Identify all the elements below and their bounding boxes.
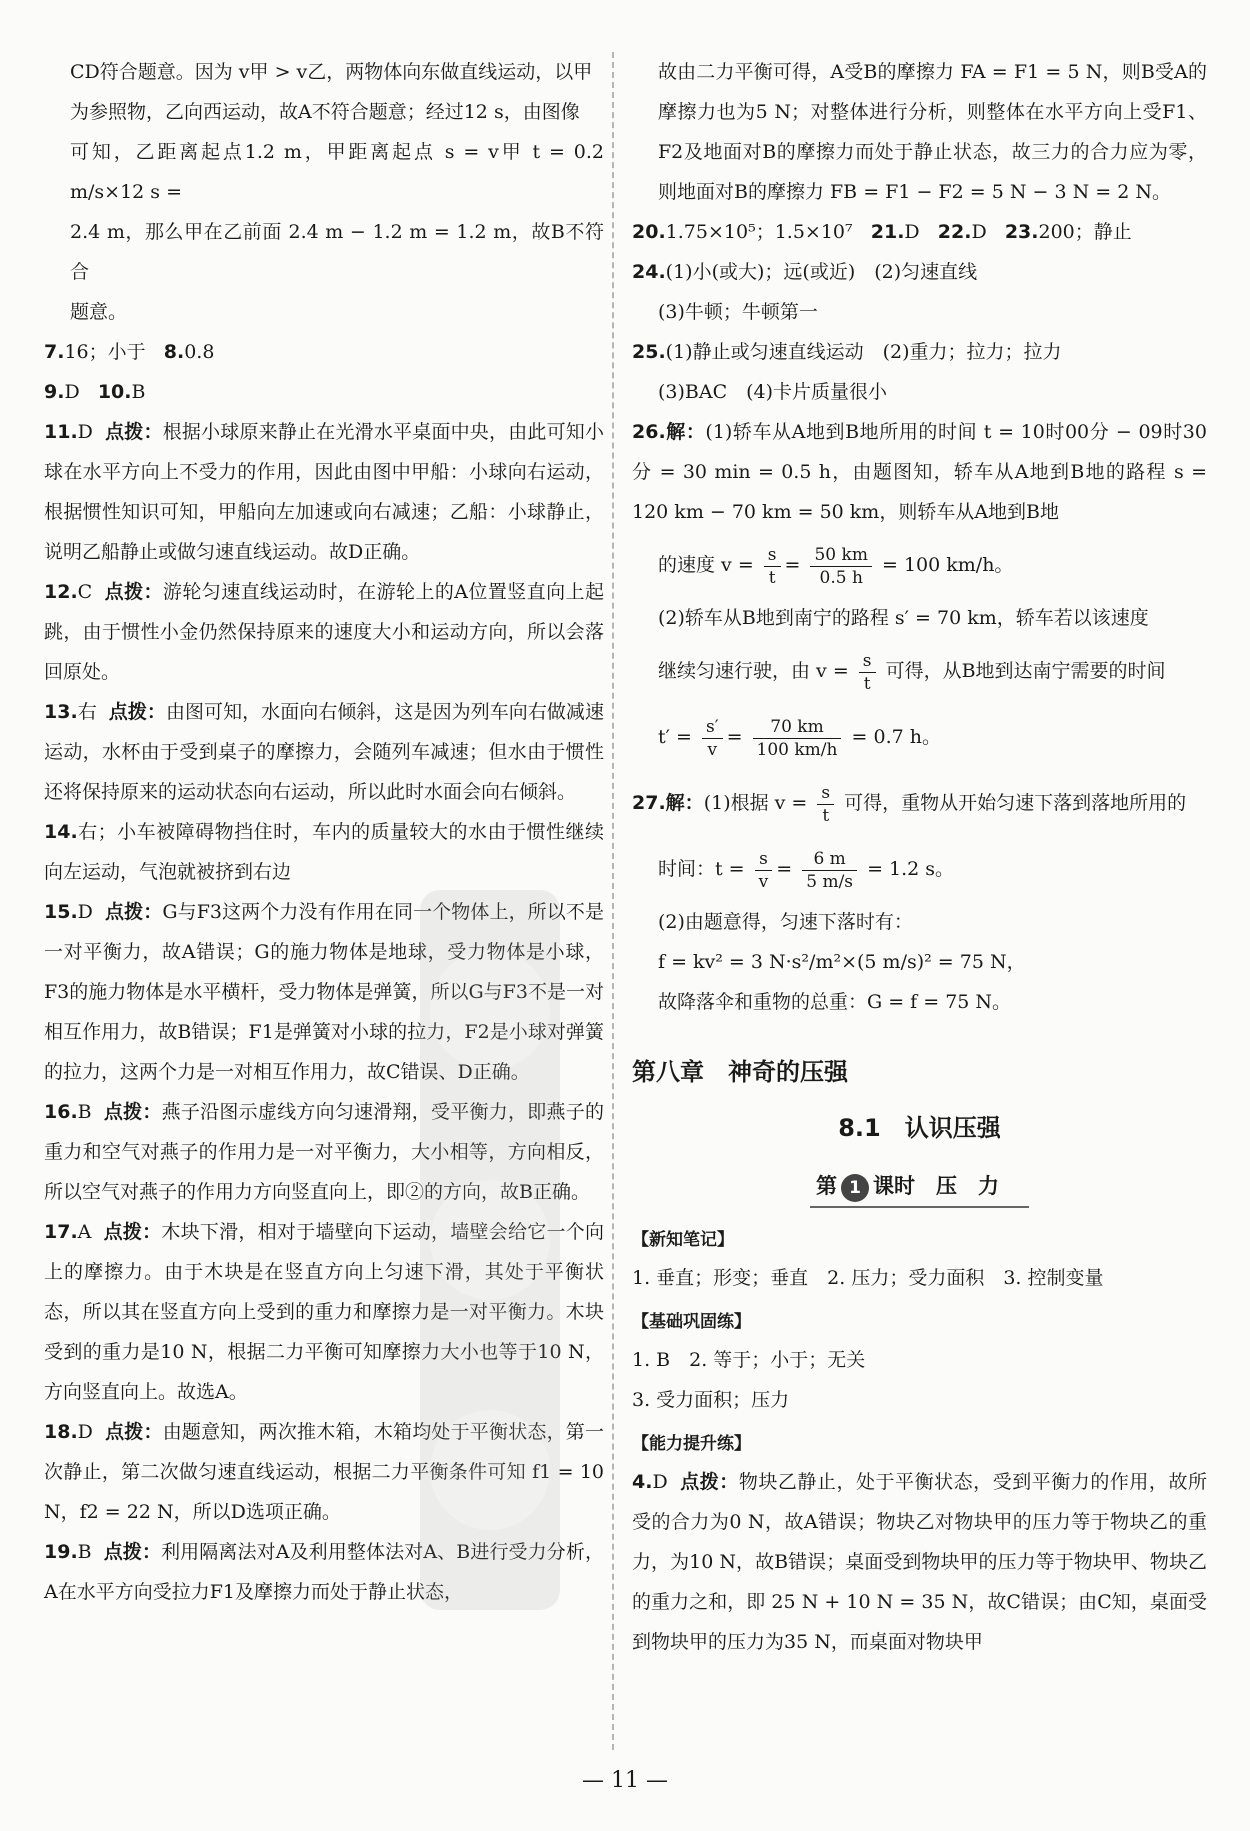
solution-label: 解：	[665, 792, 704, 814]
formula-text: 可得，重物从开始匀速下落到落地所用的	[844, 792, 1187, 814]
text-line: 可知，乙距离起点1.2 m，甲距离起点 s = v甲 t = 0.2 m/s×12 s =	[70, 141, 604, 203]
answer-text: A	[77, 1221, 92, 1243]
solution-text: (2)由题意得，匀速下落时有：	[658, 911, 913, 933]
solution-text: (1)轿车从A地到B地所用的时间 t = 10时00分 − 09时30分 = 30 min = 0.5 h，由题图知，轿车从A地到B地的路程 s = 120 km − 70 km = 50 km，则轿车从A地到B地	[632, 421, 1207, 523]
numerator: 70 km	[753, 716, 842, 739]
text-line: 为参照物，乙向西运动，故A不符合题意；经过12 s，由图像	[70, 101, 580, 123]
answer-text: B	[77, 1541, 92, 1563]
lesson-prefix: 第	[816, 1174, 837, 1198]
fraction	[753, 716, 842, 761]
answer-14	[44, 812, 604, 892]
tip-label: 点拨：	[103, 1101, 162, 1123]
question-number: 19.	[44, 1541, 78, 1563]
answer-27	[632, 770, 1207, 836]
formula-line	[632, 638, 1207, 704]
question-number: 10.	[97, 381, 132, 403]
question-number: 21.	[870, 221, 905, 243]
answer-text: 1.75×10⁵；1.5×10⁷	[665, 221, 853, 243]
tip-label: 点拨：	[108, 701, 166, 723]
explanation-text: 木块下滑，相对于墙壁向下运动，墙壁会给它一个向上的摩擦力。由于木块是在竖直方向上匀速下滑，其处于平衡状态，所以其在竖直方向上受到的重力和摩擦力是一对平衡力。木块受到的重力是10 N，根据二力平衡可知摩擦力大小也等于10 N，方向竖直向上。故选A。	[44, 1221, 604, 1403]
lesson-number-badge: 1	[841, 1174, 869, 1202]
explanation-text: 利用隔离法对A及利用整体法对A、B进行受力分析，A在水平方向受拉力F1及摩擦力而处于静止状态，	[44, 1541, 604, 1603]
fraction	[859, 650, 876, 695]
question-number: 18.	[44, 1421, 78, 1443]
left-column	[44, 52, 604, 1612]
denominator: t	[822, 805, 830, 826]
numerator: s′	[702, 716, 723, 739]
numerator: 50 km	[810, 544, 871, 567]
answer-18	[44, 1412, 604, 1532]
page-number: — 11 —	[582, 1768, 668, 1793]
answer-text: 右	[77, 701, 97, 723]
answer-25	[632, 332, 1207, 372]
answer-16	[44, 1092, 604, 1212]
answer-text: B	[77, 1101, 92, 1123]
explanation-text: 右；小车被障碍物挡住时，车内的质量较大的水由于惯性继续向左运动，气泡就被挤到右边	[44, 821, 604, 883]
solution-label: 解：	[665, 421, 706, 443]
explanation-text: 游轮匀速直线运动时，在游轮上的A位置竖直向上起跳，由于惯性小金仍然保持原来的速度大小和运动方向，所以会落回原处。	[44, 581, 604, 683]
answer-text: 16；小于	[64, 341, 146, 363]
tip-label: 点拨：	[104, 581, 163, 603]
question-number: 12.	[44, 581, 78, 603]
answer-4	[632, 1462, 1207, 1662]
denominator: t	[768, 567, 776, 588]
answer-line: 3. 受力面积；压力	[632, 1389, 790, 1411]
question-number: 20.	[632, 221, 666, 243]
answer-24-cont: (3)牛顿；牛顿第一	[658, 301, 818, 323]
formula-text: = 0.7 h。	[851, 726, 941, 748]
explanation-text: 由图可知，水面向右倾斜，这是因为列车向右做减速运动，水杯由于受到桌子的摩擦力，会随列车减速；但水由于惯性还将保持原来的运动状态向右运动，所以此时水面会向右倾斜。	[44, 701, 604, 803]
answer-20-23	[632, 212, 1207, 252]
solution-text: 故降落伞和重物的总重：G = f = 75 N。	[658, 991, 1012, 1013]
question-number: 4.	[632, 1471, 653, 1493]
lesson-title	[810, 1166, 1029, 1208]
fraction	[764, 544, 781, 589]
text-continuation: 故由二力平衡可得，A受B的摩擦力 FA = F1 = 5 N，则B受A的摩擦力也为5 N；对整体进行分析，则整体在水平方向上受F1、F2及地面对B的摩擦力而处于静止状态，故三力的合力应为零，则地面对B的摩擦力 FB = F1 − F2 = 5 N − 3 N = 2 N。	[658, 61, 1207, 203]
denominator: t	[863, 673, 871, 694]
answer-11	[44, 412, 604, 572]
answer-text: D	[77, 901, 93, 923]
formula-text: 的速度 v =	[658, 554, 754, 576]
tip-label: 点拨：	[103, 1541, 162, 1563]
answer-17	[44, 1212, 604, 1412]
question-number: 26.	[632, 421, 666, 443]
answer-text: (1)小(或大)；远(或近) (2)匀速直线	[665, 261, 978, 283]
formula-line: 时间：t = $\frac{s}{v}$ = $\frac{6 m}{5 m/s}$ = 1.2 s。	[658, 848, 955, 892]
answer-24	[632, 252, 1207, 292]
answer-15	[44, 892, 604, 1092]
question-number: 15.	[44, 901, 78, 923]
question-number: 23.	[1004, 221, 1039, 243]
denominator: v	[758, 871, 769, 892]
answer-12	[44, 572, 604, 692]
answer-text: D	[971, 221, 987, 243]
answer-text: D	[77, 421, 93, 443]
fraction	[810, 544, 871, 589]
text-line: CD符合题意。因为 v甲 > v乙，两物体向东做直线运动，以甲	[70, 61, 593, 83]
answer-text: B	[131, 381, 146, 403]
formula-text: t′ =	[658, 726, 692, 748]
denominator: 100 km/h	[756, 739, 838, 760]
answer-line: 1. B 2. 等于；小于；无关	[632, 1349, 866, 1371]
text-line: 题意。	[70, 301, 128, 323]
question-number: 25.	[632, 341, 666, 363]
solution-text: (2)轿车从B地到南宁的路程 s′ = 70 km，轿车若以该速度	[658, 607, 1149, 629]
formula-text: (1)根据 v =	[703, 792, 808, 814]
fraction	[817, 782, 834, 827]
answer-text: D	[64, 381, 80, 403]
formula-text: 可得，从B地到达南宁需要的时间	[885, 660, 1166, 682]
answer-text: D	[904, 221, 920, 243]
fraction	[755, 848, 773, 893]
answer-9-10	[44, 372, 604, 412]
chapter-title: 第八章 神奇的压强	[632, 1058, 848, 1086]
numerator: s	[817, 782, 834, 805]
answer-13	[44, 692, 604, 812]
question-number: 7.	[44, 341, 65, 363]
lesson-suffix: 课时 压 力	[873, 1174, 999, 1198]
subsection-heading: 【能力提升练】	[632, 1434, 751, 1454]
numerator: s	[859, 650, 876, 673]
question-number: 16.	[44, 1101, 78, 1123]
answer-line: 1. 垂直；形变；垂直 2. 压力；受力面积 3. 控制变量	[632, 1267, 1104, 1289]
answer-text: 0.8	[184, 341, 215, 363]
solution-text: f = kv² = 3 N·s²/m²×(5 m/s)² = 75 N，	[658, 951, 1026, 973]
answer-text: (1)静止或匀速直线运动 (2)重力；拉力；拉力	[665, 341, 1062, 363]
explanation-text: G与F3这两个力没有作用在同一个物体上，所以不是一对平衡力，故A错误；G的施力物体是地球，受力物体是小球，F3的施力物体是水平横杆，受力物体是弹簧，所以G与F3不是一对相互作用力，故B错误；F1是弹簧对小球的拉力，F2是小球对弹簧的拉力，这两个力是一对相互作用力，故C错误、D正确。	[44, 901, 604, 1083]
explanation-text: 根据小球原来静止在光滑水平桌面中央，由此可知小球在水平方向上不受力的作用，因此由图中甲船：小球向右运动，根据惯性知识可知，甲船向左加速或向右减速；乙船：小球静止，说明乙船静止或做匀速直线运动。故D正确。	[44, 421, 604, 563]
formula-text: 继续匀速行驶，由 v =	[658, 660, 849, 682]
answer-text: 200；静止	[1038, 221, 1132, 243]
answer-text: D	[77, 1421, 93, 1443]
explanation-text: 物块乙静止，处于平衡状态，受到平衡力的作用，故所受的合力为0 N，故A错误；物块乙对物块甲的压力等于物块乙的重力，为10 N，故B错误；桌面受到物块甲的压力等于物块甲、物块乙的重力之和，即 25 N + 10 N = 35 N，故C错误；由C知，桌面受到物块甲的压力为35 N，而桌面对物块甲	[632, 1471, 1207, 1653]
tip-label: 点拨：	[103, 1221, 162, 1243]
question-number: 14.	[44, 821, 78, 843]
denominator: 5 m/s	[806, 871, 854, 892]
answer-text: C	[77, 581, 93, 603]
question-number: 13.	[44, 701, 78, 723]
lesson-heading	[632, 1166, 1207, 1208]
answer-25-cont: (3)BAC (4)卡片质量很小	[658, 381, 888, 403]
column-divider	[612, 52, 614, 1750]
numerator: 6 m	[802, 848, 857, 871]
formula-text: = 1.2 s。	[867, 858, 955, 880]
formula-line: 的速度 v = $\frac{s}{t}$ = $\frac{50 km}{0.5 h}$ = 100 km/h。	[658, 544, 1014, 588]
answer-text: D	[652, 1471, 668, 1493]
question-number: 24.	[632, 261, 666, 283]
question-number: 9.	[44, 381, 65, 403]
tip-label: 点拨：	[679, 1471, 739, 1493]
explanation-text: 燕子沿图示虚线方向匀速滑翔，受平衡力，即燕子的重力和空气对燕子的作用力是一对平衡力，大小相等，方向相反，所以空气对燕子的作用力方向竖直向上，即②的方向，故B正确。	[44, 1101, 604, 1203]
subsection-heading: 【新知笔记】	[632, 1230, 734, 1250]
fraction	[702, 716, 723, 761]
denominator: v	[707, 739, 718, 760]
question-number: 27.	[632, 792, 666, 814]
explanation-text: 由题意知，两次推木箱，木箱均处于平衡状态，第一次静止，第二次做匀速直线运动，根据二力平衡条件可知 f1 = 10 N，f2 = 22 N，所以D选项正确。	[44, 1421, 604, 1523]
question-number: 11.	[44, 421, 78, 443]
question-number: 22.	[937, 221, 972, 243]
question-number: 8.	[163, 341, 185, 363]
numerator: s	[755, 848, 773, 871]
answer-7-8	[44, 332, 604, 372]
tip-label: 点拨：	[104, 901, 163, 923]
formula-text: = 100 km/h。	[882, 554, 1014, 576]
section-title: 8.1 认识压强	[838, 1114, 1001, 1142]
tip-label: 点拨：	[104, 1421, 163, 1443]
answer-26	[632, 412, 1207, 532]
text-line: 2.4 m，那么甲在乙前面 2.4 m − 1.2 m = 1.2 m，故B不符合	[70, 221, 604, 283]
question-number: 17.	[44, 1221, 78, 1243]
tip-label: 点拨：	[104, 421, 163, 443]
formula-line: t′ = $\frac{s'}{v}$ = $\frac{70 km}{100 km/h}$ = 0.7 h。	[658, 716, 941, 760]
right-column	[632, 52, 1207, 1662]
numerator: s	[764, 544, 781, 567]
denominator: 0.5 h	[819, 567, 863, 588]
fraction	[802, 848, 857, 893]
subsection-heading: 【基础巩固练】	[632, 1312, 751, 1332]
answer-19	[44, 1532, 604, 1612]
formula-text: 时间：t =	[658, 858, 745, 880]
